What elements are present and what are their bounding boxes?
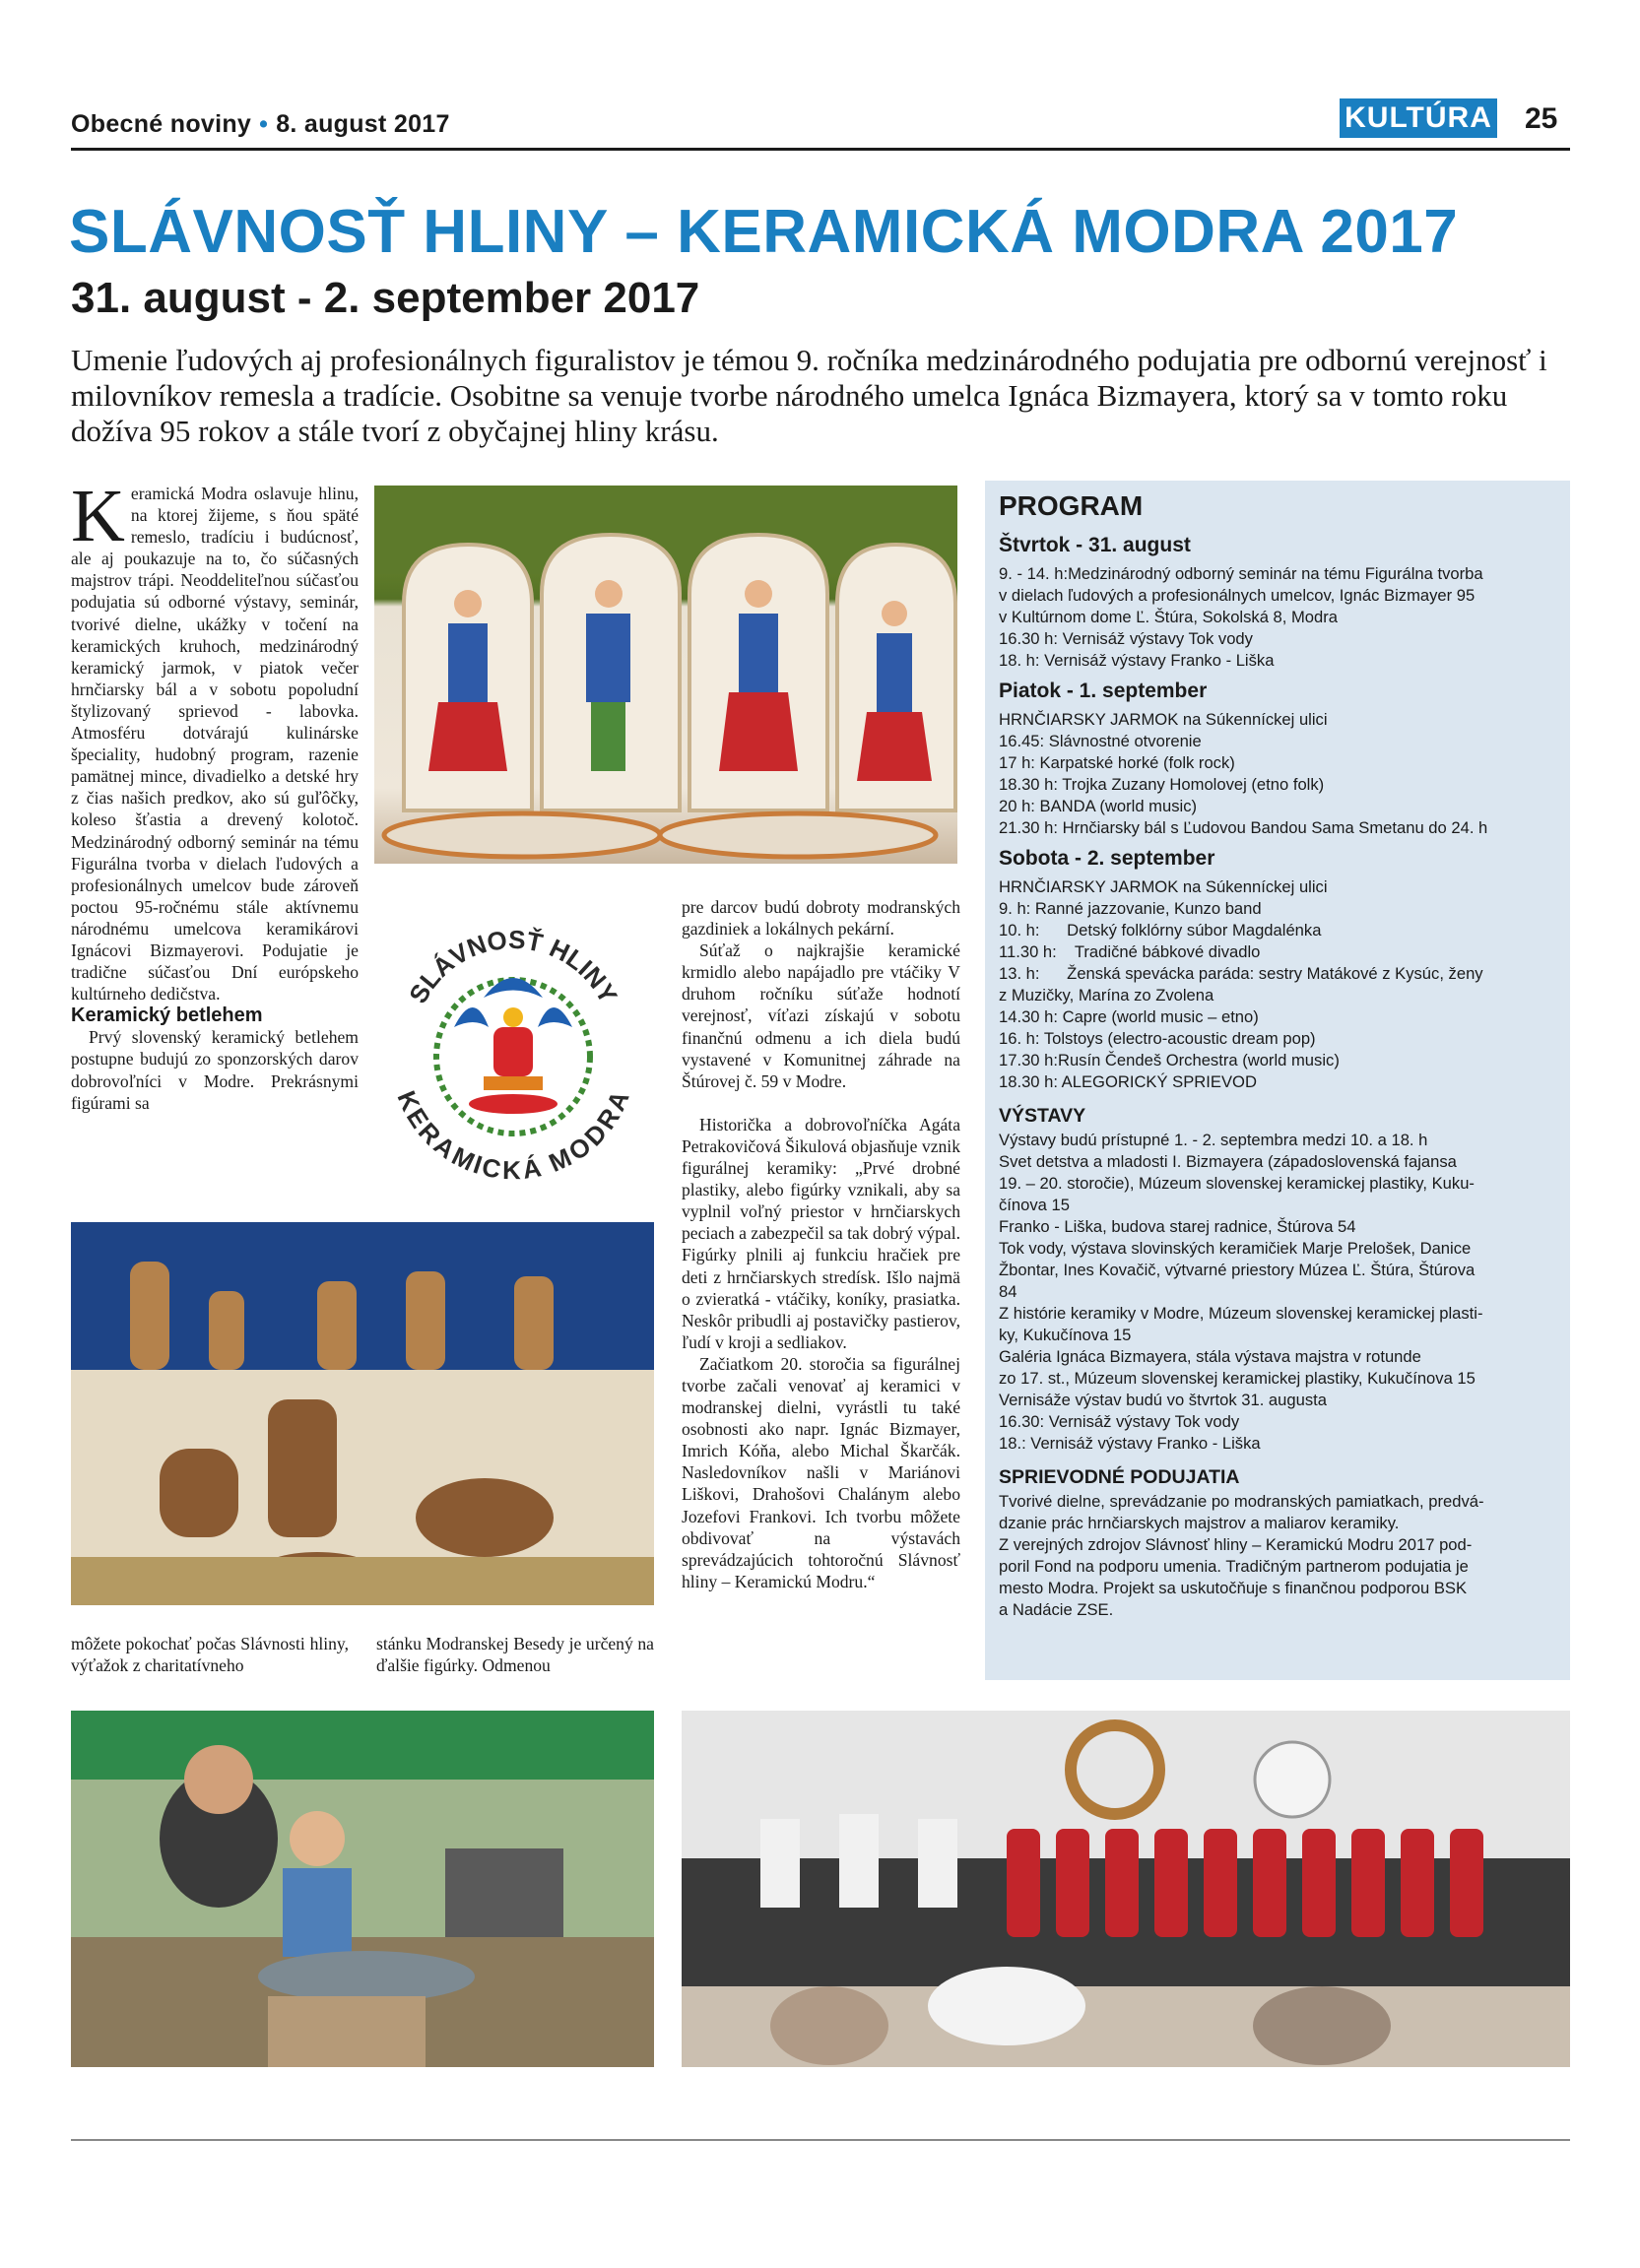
article-lead: Umenie ľudových aj profesionálnych figuralistov je témou 9. ročníka medzinárodného podujatia pre odbornú verejnosť i milovníkov remesla a tradície. Osobitne sa venuje tvorbe národného umelca Ignáca Bizmayera, ktorý sa v tomto roku dožíva 95 rokov a stále tvorí z obyčajnej hliny krásu. [71, 343, 1547, 448]
footer-rule [71, 2139, 1570, 2141]
exhibition-line: Svet detstva a mladosti I. Bizmayera (západoslovenská fajansa [999, 1152, 1457, 1171]
nativity-illustration [71, 1222, 654, 1605]
exhibition-line: Výstavy budú prístupné 1. - 2. septembra medzi 10. a 18. h [999, 1131, 1428, 1149]
article-paragraph-2: Prvý slovenský keramický betlehem postupne budujú zo sponzorských darov dobrovoľníci v Modre. Prekrásnymi figúrami sa [71, 1027, 359, 1113]
exhibitions-title: VÝSTAVY [999, 1105, 1086, 1127]
program-line: 11.30 h: Tradičné bábkové divadlo [999, 942, 1261, 961]
side-event-line: mesto Modra. Projekt sa uskutočňuje s finančnou podporou BSK [999, 1579, 1468, 1597]
article-paragraph-4: Súťaž o najkrajšie keramické krmidlo alebo napájadlo pre vtáčiky V druhom ročníku súťaže hodnotí verejnosť, víťazi získajú v sobotu finančnú odmenu a ich diela budú vystavené v Komunitnej záhrade na Štúrovej č. 59 v Modre. [682, 940, 960, 1091]
program-line: 16. h: Tolstoys (electro-acoustic dream pop) [999, 1029, 1316, 1048]
program-line: v Kultúrnom dome Ľ. Štúra, Sokolská 8, Modra [999, 608, 1339, 626]
photo-ceramic-tiles [374, 486, 957, 864]
exhibition-line: Vernisáže výstav budú vo štvrtok 31. augusta [999, 1391, 1327, 1409]
program-line: 9. - 14. h:Medzinárodný odborný seminár na tému Figurálna tvorba [999, 564, 1483, 583]
exhibition-line: Z histórie keramiky v Modre, Múzeum slovenskej keramickej plasti- [999, 1304, 1483, 1323]
exhibition-line: 16.30: Vernisáž výstavy Tok vody [999, 1412, 1240, 1431]
program-line: 18.30 h: ALEGORICKÝ SPRIEVOD [999, 1072, 1257, 1091]
article-column-1-continued [71, 1633, 349, 1676]
program-day-friday: Piatok - 1. september [999, 680, 1208, 702]
slavnost-hliny-logo [380, 879, 646, 1208]
event-dates: 31. august - 2. september 2017 [71, 274, 700, 322]
program-line: 17 h: Karpatské horké (folk rock) [999, 753, 1235, 772]
exhibition-line: Žbontar, Ines Kovačič, výtvarné priestory Múzea Ľ. Štúra, Štúrova [999, 1261, 1476, 1279]
article-paragraph-2-cont-a: môžete pokochať počas Slávnosti hliny, výťažok z charitatívneho [71, 1634, 349, 1676]
article-paragraph-1: eramická Modra oslavuje hlinu, na ktorej žijeme, s ňou späté remeslo, tradíciu i budúcnosť, ale aj poukazuje na to, čo súčasných majstrov trápi. Neoddeliteľnou súčasťou podujatia sú odborné výstavy, seminár, tvorivé dielne, ukážky v točení na keramických kruhoch, medzinárodný keramický jarmok, v piatok večer hrnčiarsky bál a v sobotu popoludní štylizovaný sprievod - labovka. Atmosféru dotvárajú kulinárske špeciality, hudobný program, razenie pamätnej mince, divadielko a detské hry z čias našich predkov, ako sú guľôčky, koleso šťastia a drevený kolotoč. Medzinárodný odborný seminár na tému Figurálna tvorba v dielach ľudových a profesionálnych umelcov bude zároveň poctou 95-ročnému stále aktívnemu národnému umelcova keramikárovi Ignácovi Bizmayerovi. Podujatie je tradične súčasťou Dní európskeho kultúrneho dedičstva. [71, 484, 359, 1004]
exhibition-line: Tok vody, výstava slovinských keramičiek Marje Prelošek, Danice [999, 1239, 1472, 1258]
exhibition-line: ky, Kukučínova 15 [999, 1326, 1132, 1344]
issue-date: 8. august 2017 [276, 110, 450, 138]
publication-name: Obecné noviny [71, 110, 252, 138]
program-line: 16.45: Slávnostné otvorenie [999, 732, 1202, 750]
program-line: 20 h: BANDA (world music) [999, 797, 1198, 815]
article-column-3 [682, 896, 960, 1592]
program-line: 17.30 h:Rusín Čendeš Orchestra (world music) [999, 1051, 1340, 1069]
side-events-title: SPRIEVODNÉ PODUJATIA [999, 1466, 1240, 1488]
pottery-illustration [71, 1711, 654, 2067]
exhibition-line: čínova 15 [999, 1196, 1070, 1214]
exhibition-line: 18.: Vernisáž výstavy Franko - Liška [999, 1434, 1261, 1453]
program-line: 13. h: Ženská spevácka paráda: sestry Matákové z Kysúc, ženy [999, 964, 1483, 983]
side-event-line: dzanie prác hrnčiarskych majstrov a maliarov keramiky. [999, 1514, 1400, 1532]
concert-illustration [682, 1711, 1570, 2067]
running-header [71, 110, 450, 139]
side-event-line: poril Fond na podporu umenia. Tradičným partnerom podujatia je [999, 1557, 1469, 1576]
program-line: 16.30 h: Vernisáž výstavy Tok vody [999, 629, 1253, 648]
photo-folk-concert [682, 1711, 1570, 2067]
logo-top-text: SLÁVNOSŤ HLINY [403, 924, 623, 1008]
program-line: 10. h: Detský folklórny súbor Magdalénka [999, 921, 1322, 940]
separator-dot: • [259, 110, 269, 138]
program-line: 9. h: Ranné jazzovanie, Kunzo band [999, 899, 1262, 918]
program-line: 18.30 h: Trojka Zuzany Homolovej (etno folk) [999, 775, 1325, 794]
article-paragraph-3: pre darcov budú dobroty modranských gazdiniek a lokálnych pekární. [682, 897, 960, 940]
logo-emblem [380, 879, 646, 1208]
drop-cap: K [71, 475, 125, 557]
program-day-thursday: Štvrtok - 31. august [999, 534, 1191, 556]
exhibition-line: zo 17. st., Múzeum slovenskej keramickej plastiky, Kukučínova 15 [999, 1369, 1476, 1388]
exhibition-line: Galéria Ignáca Bizmayera, stála výstava majstra v rotunde [999, 1347, 1421, 1366]
page-number: 25 [1525, 102, 1558, 135]
program-line: 14.30 h: Capre (world music – etno) [999, 1007, 1259, 1026]
program-title: PROGRAM [999, 490, 1144, 521]
program-line: HRNČIARSKY JARMOK na Súkenníckej ulici [999, 710, 1328, 729]
article-column-1 [71, 475, 359, 1114]
program-line: v dielach ľudových a profesionálnych umelcov, Ignác Bizmayer 95 [999, 586, 1476, 605]
program-day-saturday: Sobota - 2. september [999, 847, 1215, 870]
article-column-2-continued [376, 1633, 654, 1676]
section-badge: KULTÚRA [1340, 98, 1497, 138]
exhibition-line: 84 [999, 1282, 1017, 1301]
exhibition-line: Franko - Liška, budova starej radnice, Štúrova 54 [999, 1217, 1356, 1236]
program-content [999, 490, 1560, 1621]
side-event-line: Z verejných zdrojov Slávnosť hliny – Keramickú Modru 2017 pod- [999, 1535, 1473, 1554]
photo-pottery-wheel [71, 1711, 654, 2067]
article-paragraph-2-cont-b: stánku Modranskej Besedy je určený na ďalšie figúrky. Odmenou [376, 1634, 654, 1676]
ceramic-tiles-illustration [374, 486, 957, 864]
program-line: HRNČIARSKY JARMOK na Súkenníckej ulici [999, 877, 1328, 896]
article-subhead: Keramický betlehem [71, 1004, 263, 1027]
article-headline: SLÁVNOSŤ HLINY – KERAMICKÁ MODRA 2017 [69, 198, 1459, 266]
header-rule [71, 148, 1570, 151]
logo-bottom-text: KERAMICKÁ MODRA [391, 1086, 635, 1186]
article-paragraph-6: Začiatkom 20. storočia sa figurálnej tvorbe začali venovať aj keramici v modranskej dielni, vyrástli tu také osobnosti ako napr. Ignác Bizmayer, Imrich Kóňa, alebo Michal Škarčák. Nasledovníkov našli v Mariánovi Liškovi, Drahošovi Chalánym alebo Jozefovi Frankovi. Ich tvorbu môžete obdivovať na výstavách sprevádzajúcich tohtoročnú Slávnosť hliny – Keramickú Modru.“ [682, 1353, 960, 1591]
article-paragraph-5: Historička a dobrovoľníčka Agáta Petrakovičová Šikulová objasňuje vznik figurálnej keramiky: „Prvé drobné plastiky, alebo figúrky vznikali, aby sa vyplnil voľný priestor v hrnčiarskych peciach a zabezpečil sa tak dobrý výpal. Figúrky plnili aj funkciu hračiek pre deti z hrnčiarskych stredísk. Išlo najmä o zvieratká - vtáčiky, koníky, prasiatka. Neskôr pribudli aj postavičky pastierov, ľudí v kroji a sedliakov. [682, 1114, 960, 1352]
program-line: z Muzičky, Marína zo Zvolena [999, 986, 1214, 1004]
photo-ceramic-nativity [71, 1222, 654, 1605]
program-line: 21.30 h: Hrnčiarsky bál s Ľudovou Bandou Sama Smetanu do 24. h [999, 818, 1488, 837]
side-event-line: Tvorivé dielne, sprevádzanie po modranských pamiatkach, predvá- [999, 1492, 1484, 1511]
program-line: 18. h: Vernisáž výstavy Franko - Liška [999, 651, 1275, 670]
side-event-line: a Nadácie ZSE. [999, 1600, 1114, 1619]
exhibition-line: 19. – 20. storočie), Múzeum slovenskej keramickej plastiky, Kuku- [999, 1174, 1475, 1193]
